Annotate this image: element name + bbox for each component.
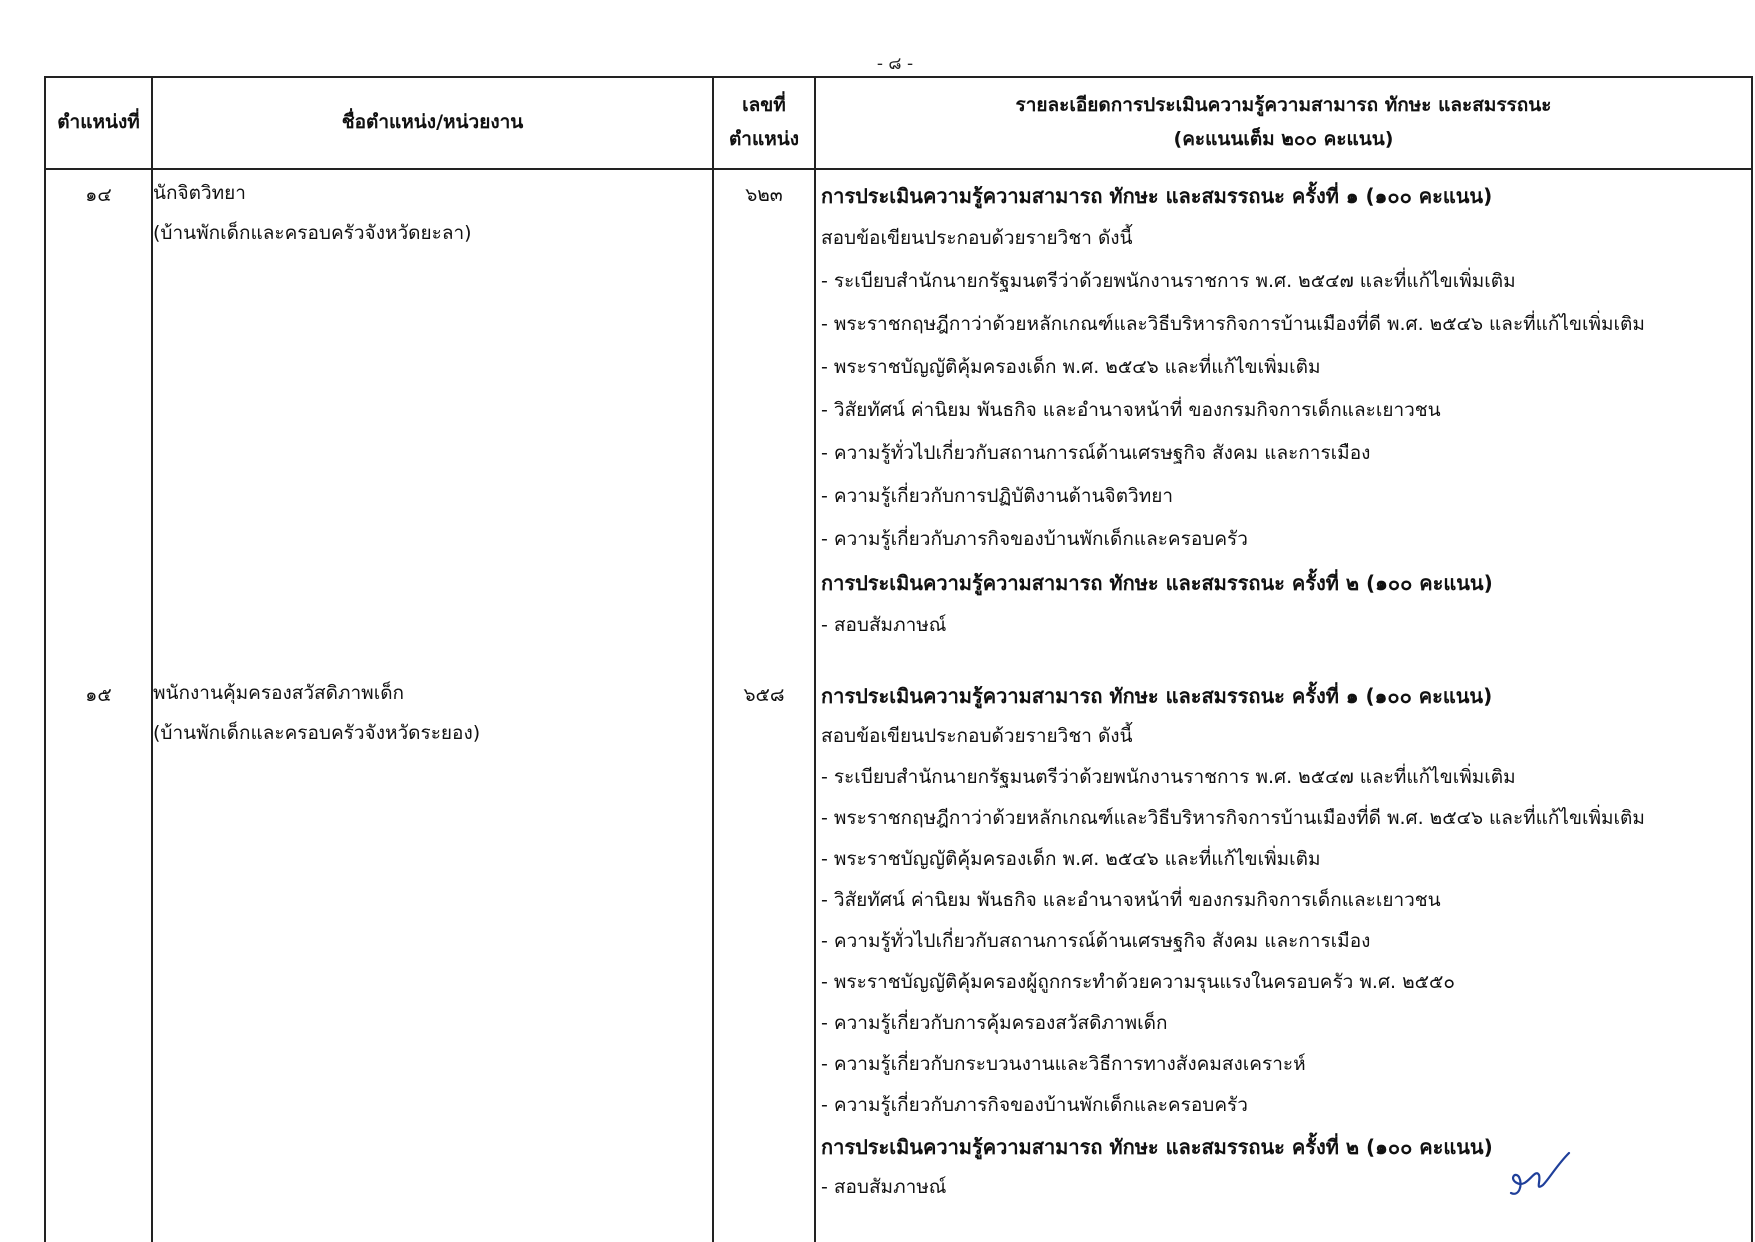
detail-line: - ความรู้เกี่ยวกับภารกิจของบ้านพักเด็กและครอบครัว (821, 1094, 1248, 1116)
row-position-no: ๑๔ (85, 184, 112, 206)
detail-line: - พระราชกฤษฎีกาว่าด้วยหลักเกณฑ์และวิธีบริหารกิจการบ้านเมืองที่ดี พ.ศ. ๒๕๔๖ และที่แก้ไขเพิ่มเติม (821, 313, 1645, 335)
detail-line: - ความรู้เกี่ยวกับการปฏิบัติงานด้านจิตวิทยา (821, 485, 1174, 507)
header-detail-line1: รายละเอียดการประเมินความรู้ความสามารถ ทักษะ และสมรรถนะ (1015, 94, 1552, 116)
detail-line: - วิสัยทัศน์ ค่านิยม พันธกิจ และอำนาจหน้าที่ ของกรมกิจการเด็กและเยาวชน (821, 399, 1441, 421)
header-detail (816, 78, 1751, 166)
detail-line: - พระราชกฤษฎีกาว่าด้วยหลักเกณฑ์และวิธีบริหารกิจการบ้านเมืองที่ดี พ.ศ. ๒๕๔๖ และที่แก้ไขเพิ่มเติม (821, 807, 1645, 829)
signature-mark (1505, 1145, 1575, 1205)
detail-line: สอบข้อเขียนประกอบด้วยรายวิชา ดังนี้ (821, 227, 1133, 249)
evaluation-table (44, 76, 1753, 1242)
detail-line: - ความรู้ทั่วไปเกี่ยวกับสถานการณ์ด้านเศรษฐกิจ สังคม และการเมือง (821, 442, 1371, 464)
page-number: - ๘ - (876, 54, 914, 74)
header-divider (46, 168, 1751, 170)
detail-line: - ความรู้เกี่ยวกับการคุ้มครองสวัสดิภาพเด็ก (821, 1012, 1168, 1034)
detail-line: การประเมินความรู้ความสามารถ ทักษะ และสมรรถนะ ครั้งที่ ๒ (๑๐๐ คะแนน) (821, 571, 1493, 595)
detail-line: - สอบสัมภาษณ์ (821, 614, 947, 636)
row-position-title: พนักงานคุ้มครองสวัสดิภาพเด็ก (153, 682, 405, 704)
detail-line: - ระเบียบสำนักนายกรัฐมนตรีว่าด้วยพนักงานราชการ พ.ศ. ๒๕๔๗ และที่แก้ไขเพิ่มเติม (821, 766, 1516, 788)
header-position-number (714, 78, 814, 166)
detail-line: - พระราชบัญญัติคุ้มครองเด็ก พ.ศ. ๒๕๔๖ และที่แก้ไขเพิ่มเติม (821, 848, 1321, 870)
detail-line: สอบข้อเขียนประกอบด้วยรายวิชา ดังนี้ (821, 725, 1133, 747)
detail-line: การประเมินความรู้ความสามารถ ทักษะ และสมรรถนะ ครั้งที่ ๑ (๑๐๐ คะแนน) (821, 184, 1493, 208)
row-position-no: ๑๕ (85, 684, 112, 706)
header-position-number-line2: ตำแหน่ง (728, 128, 800, 150)
header-title-label: ชื่อตำแหน่ง/หน่วยงาน (341, 111, 524, 133)
header-position-no-label: ตำแหน่งที่ (57, 111, 140, 133)
column-divider (151, 78, 153, 1242)
row-unit: (บ้านพักเด็กและครอบครัวจังหวัดยะลา) (153, 222, 472, 244)
column-divider (814, 78, 816, 1242)
detail-line: การประเมินความรู้ความสามารถ ทักษะ และสมรรถนะ ครั้งที่ ๑ (๑๐๐ คะแนน) (821, 684, 1493, 708)
row-position-number: ๖๒๓ (745, 184, 783, 206)
detail-line: - พระราชบัญญัติคุ้มครองเด็ก พ.ศ. ๒๕๔๖ และที่แก้ไขเพิ่มเติม (821, 356, 1321, 378)
header-detail-line2: (คะแนนเต็ม ๒๐๐ คะแนน) (1173, 128, 1394, 150)
header-position-number-line1: เลขที่ (742, 94, 786, 116)
detail-line: - พระราชบัญญัติคุ้มครองผู้ถูกกระทำด้วยความรุนแรงในครอบครัว พ.ศ. ๒๕๕๐ (821, 971, 1455, 993)
detail-line: การประเมินความรู้ความสามารถ ทักษะ และสมรรถนะ ครั้งที่ ๒ (๑๐๐ คะแนน) (821, 1135, 1493, 1159)
column-divider (712, 78, 714, 1242)
row-position-title: นักจิตวิทยา (153, 182, 246, 204)
row-unit: (บ้านพักเด็กและครอบครัวจังหวัดระยอง) (153, 722, 481, 744)
header-title (153, 78, 712, 166)
detail-line: - สอบสัมภาษณ์ (821, 1176, 947, 1198)
detail-line: - ความรู้เกี่ยวกับภารกิจของบ้านพักเด็กและครอบครัว (821, 528, 1248, 550)
detail-line: - ความรู้เกี่ยวกับกระบวนงานและวิธีการทางสังคมสงเคราะห์ (821, 1053, 1306, 1075)
detail-line: - ระเบียบสำนักนายกรัฐมนตรีว่าด้วยพนักงานราชการ พ.ศ. ๒๕๔๗ และที่แก้ไขเพิ่มเติม (821, 270, 1516, 292)
detail-line: - ความรู้ทั่วไปเกี่ยวกับสถานการณ์ด้านเศรษฐกิจ สังคม และการเมือง (821, 930, 1371, 952)
detail-line: - วิสัยทัศน์ ค่านิยม พันธกิจ และอำนาจหน้าที่ ของกรมกิจการเด็กและเยาวชน (821, 889, 1441, 911)
row-position-number: ๖๕๘ (743, 684, 785, 706)
header-position-no (46, 78, 151, 166)
